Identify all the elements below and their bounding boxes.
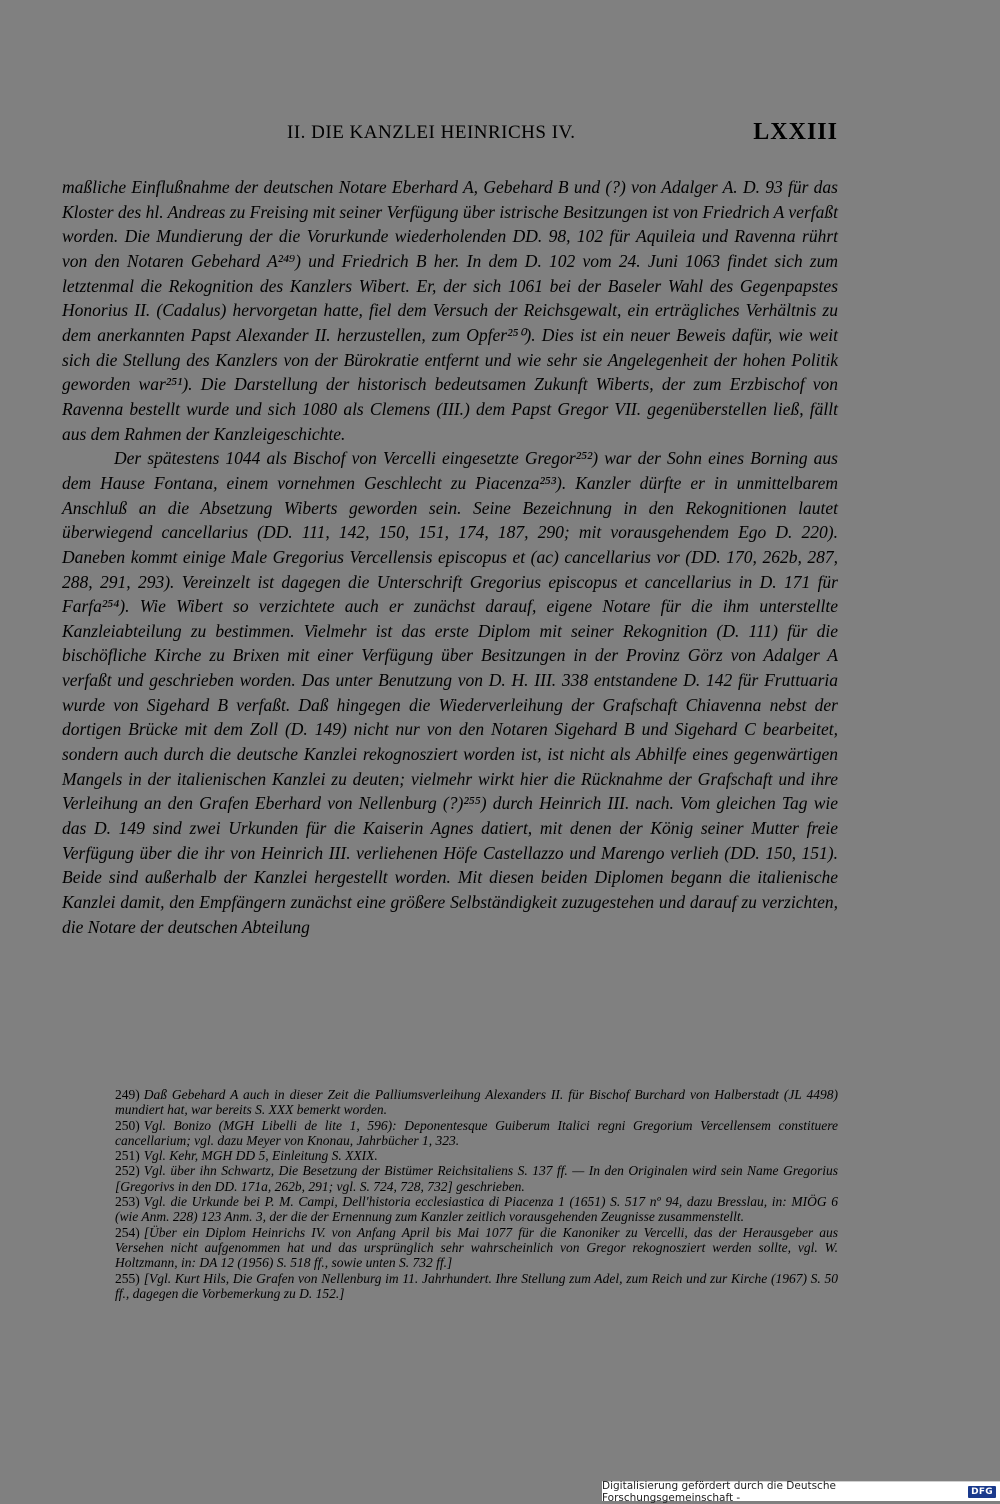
running-title: II. DIE KANZLEI HEINRICHS IV. bbox=[287, 122, 576, 143]
footnotes bbox=[115, 1087, 838, 1301]
footnote-number: 251) bbox=[115, 1148, 140, 1164]
footnote bbox=[115, 1087, 838, 1118]
footnote-text: Vgl. Bonizo (MGH Libelli de lite 1, 596): Deponentesque Guiberum Italici regni Gregorium Vercellensem constituere cancellarium; vgl. dazu Meyer von Knonau, Jahrbücher 1, 323. bbox=[115, 1117, 838, 1148]
footnote-text: Vgl. Kehr, MGH DD 5, Einleitung S. XXIX. bbox=[143, 1148, 378, 1164]
footnote-text: Daß Gebehard A auch in dieser Zeit die Palliumsverleihung Alexanders II. für Bischof Burchard von Halberstadt (JL 4498) mundiert hat, war bereits S. XXX bemerkt worden. bbox=[115, 1087, 838, 1118]
footnote-text: [Vgl. Kurt Hils, Die Grafen von Nellenburg im 11. Jahrhundert. Ihre Stellung zum Adel, zum Reich und zur Kirche (1967) S. 50 ff., dagegen die Vorbemerkung zu D. 152.] bbox=[115, 1270, 838, 1301]
footnote-number: 250) bbox=[115, 1117, 140, 1133]
footnote-number: 253) bbox=[115, 1194, 140, 1210]
paragraph: maßliche Einflußnahme der deutschen Notare Eberhard A, Gebehard B und (?) von Adalger A. D. 93 für das Kloster des hl. Andreas zu Freising mit seiner Verfügung über istrische Besitzungen ist von Friedrich A verfaßt worden. Die Mundierung der die Vorurkunde wiederholenden DD. 98, 102 für Aquileia und Ravenna rührt von den Notaren Gebehard A²⁴⁹) und Friedrich B her. In dem D. 102 vom 24. Juni 1063 findet sich zum letztenmal die Rekognition des Kanzlers Wibert. Er, der sich 1061 bei der Baseler Wahl des Gegenpapstes Honorius II. (Cadalus) hervorgetan hatte, fiel dem Versuch der Reichsgewalt, ein erträgliches Verhältnis zu dem anerkannten Papst Alexander II. herzustellen, zum Opfer²⁵⁰). Dies ist ein neuer Beweis dafür, wie weit sich die Stellung des Kanzlers von der Bürokratie entfernt und wie sehr sie Angelegenheit der hohen Politik geworden war²⁵¹). Die Darstellung der historisch bedeutsamen Zukunft Wiberts, der zum Erzbischof von Ravenna bestellt wurde und sich 1080 als Clemens (III.) dem Papst Gregor VII. gegenüberstellen ließ, fällt aus dem Rahmen der Kanzleigeschichte. bbox=[62, 177, 838, 444]
footnote bbox=[115, 1148, 838, 1163]
page-number: LXXIII bbox=[753, 119, 838, 145]
footnote bbox=[115, 1271, 838, 1302]
footnote-text: [Über ein Diplom Heinrichs IV. von Anfang April bis Mai 1077 für die Kanoniker zu Vercelli, das der Herausgeber aus Versehen nicht aufgenommen hat und das ursprünglich sehr wahrscheinlich von Gregor rekognosziert werden sollte, vgl. W. Holtzmann, in: DA 12 (1956) S. 518 ff., sowie unten S. 732 ff.] bbox=[115, 1224, 838, 1271]
footnote-number: 254) bbox=[115, 1224, 140, 1240]
footnote-number: 255) bbox=[115, 1270, 140, 1286]
footnote-number: 249) bbox=[115, 1087, 140, 1102]
paragraph: Der spätestens 1044 als Bischof von Vercelli eingesetzte Gregor²⁵²) war der Sohn eines Borning aus dem Hause Fontana, einem vornehmen Geschlecht zu Piacenza²⁵³). Kanzler dürfte er in unmittelbarem Anschluß an die Absetzung Wiberts geworden sein. Seine Bezeichnung in den Rekognitionen lautet überwiegend cancellarius (DD. 111, 142, 150, 151, 174, 187, 290; mit vorausgehendem Ego D. 220). Daneben kommt einige Male Gregorius Vercellensis episcopus et (ac) cancellarius vor (DD. 170, 262b, 287, 288, 291, 293). Vereinzelt ist dagegen die Unterschrift Gregorius episcopus et cancellarius in D. 171 für Farfa²⁵⁴). Wie Wibert so verzichtete auch er zunächst darauf, eigene Notare für die ihm unterstellte Kanzleiabteilung zu bestimmen. Vielmehr ist das erste Diplom mit seiner Rekognition (D. 111) für die bischöfliche Kirche zu Brixen mit einer Verfügung über Besitzungen in der Provinz Görz von Adalger A verfaßt und geschrieben worden. Das unter Benutzung von D. H. III. 338 entstandene D. 142 für Fruttuaria wurde von Sigehard B verfaßt. Daß hingegen die Wiederverleihung der Grafschaft Chiavenna nebst der dortigen Brücke mit dem Zoll (D. 149) nicht nur von den Notaren Sigehard B und Sigehard C bearbeitet, sondern auch durch die deutsche Kanzlei rekognosziert worden ist, ist nicht als Abhilfe eines gegenwärtigen Mangels in der italienischen Kanzlei zu deuten; vielmehr wirkt hier die Rücknahme der Grafschaft und ihre Verleihung an den Grafen Eberhard von Nellenburg (?)²⁵⁵) durch Heinrich III. nach. Vom gleichen Tag wie das D. 149 sind zwei Urkunden für die Kaiserin Agnes datiert, mit denen der König seiner Mutter freie Verfügung über die ihr von Heinrich III. verliehenen Höfe Castellazzo und Marengo verlieh (DD. 150, 151). Beide sind außerhalb der Kanzlei hergestellt worden. Mit diesen beiden Diplomen begann die italienische Kanzlei damit, den Empfängern zunächst eine größere Selbständigkeit zuzugestehen und darauf zu verzichten, die Notare der deutschen Abteilung bbox=[62, 448, 838, 937]
footnote bbox=[115, 1194, 838, 1225]
footnote-number: 252) bbox=[115, 1163, 140, 1179]
page-header bbox=[62, 119, 838, 152]
footnote-text: Vgl. die Urkunde bei P. M. Campi, Dell'historia ecclesiastica di Piacenza 1 (1651) S. 517 nº 94, dazu Bresslau, in: MIÖG 6 (wie Anm. 228) 123 Anm. 3, der die der Ernennung zum Kanzler zeitlich vorausgehenden Zeugnisse zusammenstellt. bbox=[115, 1194, 838, 1225]
dfg-logo-icon: DFG bbox=[968, 1486, 996, 1498]
funding-footer bbox=[602, 1479, 1000, 1504]
footnote bbox=[115, 1118, 838, 1149]
footnote-text: Vgl. über ihn Schwartz, Die Besetzung der Bistümer Reichsitaliens S. 137 ff. — In den Originalen wird sein Name Gregorius [Gregorivs in den DD. 171a, 262b, 291; vgl. S. 724, 728, 732] geschrieben. bbox=[115, 1163, 838, 1194]
footnote bbox=[115, 1163, 838, 1194]
funding-note: Digitalisierung gefördert durch die Deutsche Forschungsgemeinschaft - bbox=[602, 1479, 836, 1504]
footnote bbox=[115, 1225, 838, 1271]
main-text bbox=[62, 175, 838, 939]
